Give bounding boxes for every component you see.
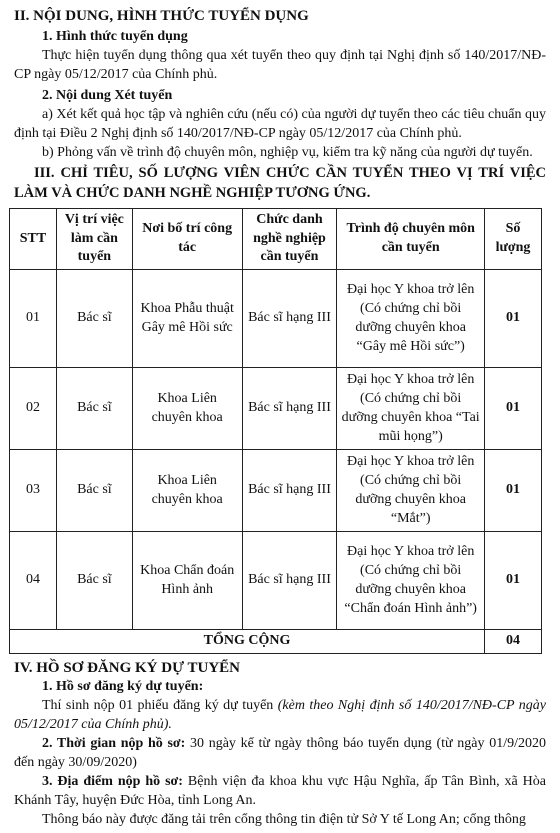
row-title: Bác sĩ hạng III	[242, 450, 337, 532]
section2-sub2-a: a) Xét kết quả học tập và nghiên cứu (nếu có) của người dự tuyển theo các tiêu chuẩn quy định tại Điều 2 Nghị định số 140/2017/NĐ-CP ngày 05/12/2017 của Chính phủ.	[14, 106, 546, 141]
header-place: Nơi bố trí công tác	[132, 208, 242, 270]
header-stt: STT	[10, 208, 57, 270]
row-stt: 02	[10, 368, 57, 450]
section4-sub2-label: 2. Thời gian nộp hồ sơ:	[42, 736, 186, 752]
closing-text: Thông báo này được đăng tải trên cổng thông tin điện tử Sở Y tế Long An; cổng thông	[42, 811, 526, 827]
section4-sub2	[14, 735, 546, 773]
row-qualification: Đại học Y khoa trở lên (Có chứng chỉ bồi dưỡng chuyên khoa “Chẩn đoán Hình ảnh”)	[337, 532, 485, 630]
section2-sub1-text: Thực hiện tuyển dụng thông qua xét tuyển theo quy định tại Nghị định số 140/2017/NĐ-CP ngày 05/12/2017 của Chính phủ.	[14, 48, 546, 83]
section4-title: IV. HỒ SƠ ĐĂNG KÝ DỰ TUYỂN	[14, 660, 241, 677]
row-quantity: 01	[485, 450, 542, 532]
row-qualification: Đại học Y khoa trở lên (Có chứng chỉ bồi dưỡng chuyên khoa “Gây mê Hồi sức”)	[337, 270, 485, 368]
section4-sub3	[14, 773, 546, 811]
row-stt: 04	[10, 532, 57, 630]
row-place: Khoa Chẩn đoán Hình ảnh	[132, 532, 242, 630]
section4-sub1-text	[14, 697, 546, 735]
table-header-row	[10, 208, 542, 270]
section2-title: II. NỘI DUNG, HÌNH THỨC TUYỂN DỤNG	[14, 8, 309, 24]
total-label: TỔNG CỘNG	[10, 630, 485, 654]
section4-sub1-plain: Thí sinh nộp 01 phiếu đăng ký dự tuyển	[42, 698, 278, 714]
row-position: Bác sĩ	[56, 368, 132, 450]
section2-sub2-b: b) Phỏng vấn về trình độ chuyên môn, nghiệp vụ, kiểm tra kỹ năng của người dự tuyển.	[42, 144, 533, 160]
header-position: Vị trí việc làm cần tuyển	[56, 208, 132, 270]
section4-sub2-text: 30 ngày kể từ ngày thông báo tuyển dụng (từ ngày 01/9/2020 đến ngày 30/09/2020)	[14, 736, 546, 770]
row-stt: 01	[10, 270, 57, 368]
row-quantity: 01	[485, 368, 542, 450]
section4-sub1-title: 1. Hồ sơ đăng ký dự tuyển:	[42, 679, 204, 695]
table-row	[10, 532, 542, 630]
section4-sub3-text: Bệnh viện đa khoa khu vực Hậu Nghĩa, ấp Tân Bình, xã Hòa Khánh Tây, huyện Đức Hòa, tỉnh Long An.	[14, 773, 546, 808]
row-title: Bác sĩ hạng III	[242, 368, 337, 450]
section3-title: III. CHỈ TIÊU, SỐ LƯỢNG VIÊN CHỨC CẦN TUYỂN THEO VỊ TRÍ VIỆC LÀM VÀ CHỨC DANH NGHỀ NGHIỆP TƯƠNG ỨNG.	[14, 165, 546, 202]
row-title: Bác sĩ hạng III	[242, 270, 337, 368]
table-row	[10, 450, 542, 532]
row-qualification: Đại học Y khoa trở lên (Có chứng chỉ bồi dưỡng chuyên khoa “Mắt”)	[337, 450, 485, 532]
section2-sub2-title: 2. Nội dung Xét tuyển	[42, 87, 173, 103]
row-position: Bác sĩ	[56, 270, 132, 368]
row-place: Khoa Liên chuyên khoa	[132, 368, 242, 450]
row-title: Bác sĩ hạng III	[242, 532, 337, 630]
section4-sub1-italic: (kèm theo Nghị định số 140/2017/NĐ-CP ngày 05/12/2017 của Chính phủ).	[14, 698, 546, 733]
row-stt: 03	[10, 450, 57, 532]
recruitment-table	[9, 208, 542, 655]
header-quantity: Số lượng	[485, 208, 542, 270]
header-qualification: Trình độ chuyên môn cần tuyển	[337, 208, 485, 270]
header-title: Chức danh nghề nghiệp cần tuyển	[242, 208, 337, 270]
section2-sub1-title: 1. Hình thức tuyển dụng	[42, 29, 188, 45]
row-position: Bác sĩ	[56, 532, 132, 630]
section4-sub3-label: 3. Địa điểm nộp hồ sơ:	[42, 773, 183, 789]
total-value: 04	[485, 630, 542, 654]
row-quantity: 01	[485, 532, 542, 630]
row-place: Khoa Liên chuyên khoa	[132, 450, 242, 532]
row-qualification: Đại học Y khoa trở lên (Có chứng chỉ bồi dưỡng chuyên khoa “Tai mũi họng”)	[337, 368, 485, 450]
row-quantity: 01	[485, 270, 542, 368]
row-place: Khoa Phẫu thuật Gây mê Hồi sức	[132, 270, 242, 368]
table-row	[10, 270, 542, 368]
table-total-row	[10, 630, 542, 654]
row-position: Bác sĩ	[56, 450, 132, 532]
table-row	[10, 368, 542, 450]
